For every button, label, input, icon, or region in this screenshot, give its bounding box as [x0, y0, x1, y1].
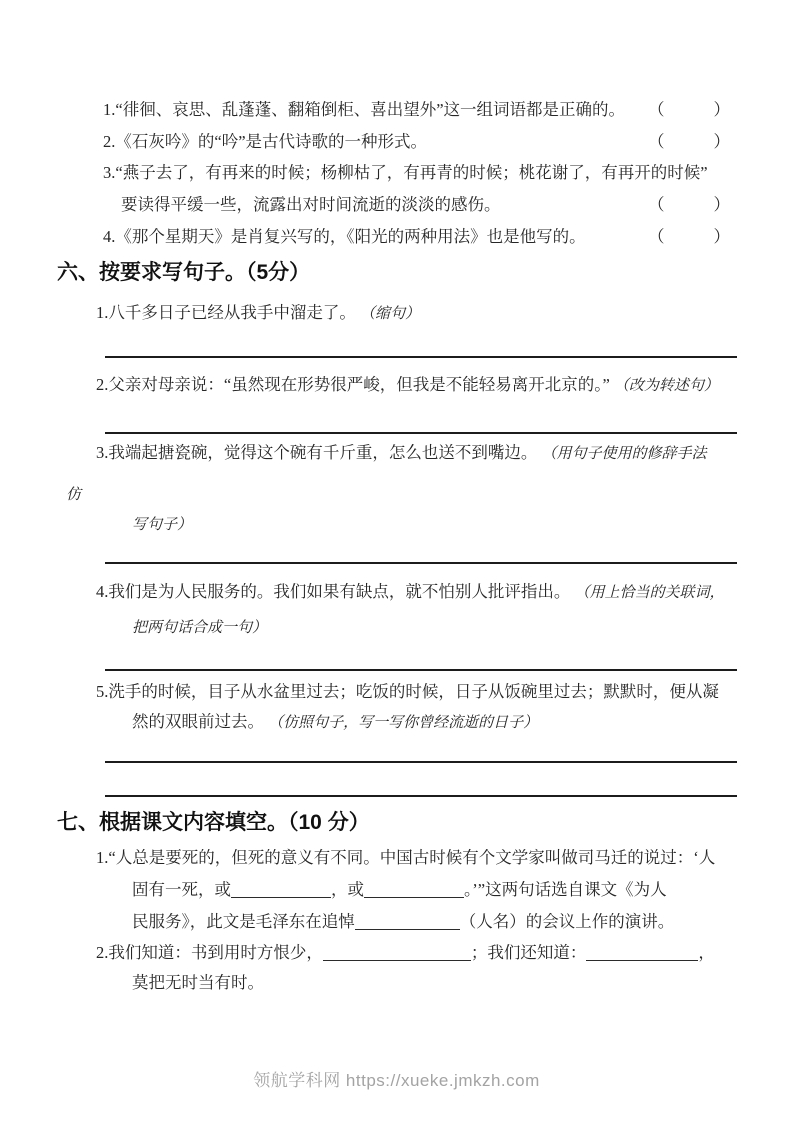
tf-item-2: 2.《石灰吟》的“吟”是古代诗歌的一种形式。: [103, 132, 428, 151]
paren-close: ）: [713, 195, 730, 214]
s6-question-2: [96, 374, 719, 397]
s6-question-3-line-3: 写句子）: [132, 517, 193, 533]
question-text: 3.我端起搪瓷碗，觉得这个碗有千斤重，怎么也送不到嘴边。: [96, 443, 538, 462]
question-text: 2.父亲对母亲说：“虽然现在形势很严峻，但我是不能轻易离开北京的。”: [96, 375, 610, 394]
s6-question-3-line-2: 仿: [66, 487, 82, 503]
footer-watermark: 领航学科网 https://xueke.jmkzh.com: [253, 1071, 540, 1090]
s6-question-1: [96, 302, 420, 325]
paren-close: ）: [713, 100, 730, 119]
s7-question-1-line-3: [132, 911, 674, 933]
paren-close: ）: [713, 227, 730, 246]
fill-in-blank: [586, 944, 698, 962]
paren-open: （: [648, 132, 665, 151]
tf-item-4: 4.《那个星期天》是肖复兴写的，《阳光的两种用法》也是他写的。: [103, 227, 586, 246]
paren-open: （: [648, 227, 665, 246]
s7-question-1-line-2: [132, 879, 667, 901]
s6-question-5-line-2: [132, 711, 538, 734]
s7-question-2-line-1: [96, 942, 715, 964]
fill-in-blank: [355, 913, 460, 931]
question-hint: （用上恰当的关联词，: [574, 585, 725, 601]
fill-in-blank: [231, 881, 331, 899]
s7-question-2-line-2: 莫把无时当有时。: [132, 973, 264, 992]
paren-close: ）: [713, 132, 730, 151]
section-7-title: 七、根据课文内容填空。（10 分）: [57, 811, 370, 834]
s7-question-1-line-1: 1.“人总是要死的，但死的意义有不同。中国古时候有个文学家叫做司马迁的说过：‘人: [96, 848, 716, 867]
tf-item-3-line-1: 3.“燕子去了，有再来的时候；杨柳枯了，有再青的时候；桃花谢了，有再开的时候”: [103, 163, 708, 182]
answer-line: [105, 562, 737, 564]
question-text: ，: [698, 943, 715, 962]
fill-in-blank: [323, 944, 471, 962]
question-text: 4.我们是为人民服务的。我们如果有缺点，就不怕别人批评指出。: [96, 582, 571, 601]
question-text: 。’”这两句话选自课文《为人: [464, 880, 667, 899]
section-6-title: 六、按要求写句子。（5分）: [57, 261, 311, 284]
question-text: （人名）的会议上作的演讲。: [459, 912, 675, 931]
s6-question-4-line-1: [96, 581, 725, 604]
s6-question-4-line-2: 把两句话合成一句）: [132, 620, 268, 636]
fill-in-blank: [364, 881, 464, 899]
question-hint: （仿照句子，写一写你曾经流逝的日子）: [268, 715, 539, 731]
tf-item-3-line-2: 要读得平缓一些，流露出对时间流逝的淡淡的感伤。: [121, 195, 501, 214]
question-text: 然的双眼前过去。: [132, 712, 264, 731]
tf-item-4-answer-parens: [648, 226, 730, 248]
s6-question-3-line-1: [96, 442, 707, 465]
answer-line: [105, 356, 737, 358]
tf-item-3-answer-parens: [648, 194, 730, 216]
tf-item-2-answer-parens: [648, 131, 730, 153]
paren-open: （: [648, 100, 665, 119]
paren-open: （: [648, 195, 665, 214]
tf-item-1-answer-parens: [648, 99, 730, 121]
question-text: ；我们还知道：: [470, 943, 587, 962]
answer-line: [105, 432, 737, 434]
question-hint: （用句子使用的修辞手法: [541, 446, 707, 462]
answer-line: [105, 795, 737, 797]
answer-line: [105, 761, 737, 763]
question-text: 民服务》，此文是毛泽东在追悼: [132, 912, 355, 931]
answer-line: [105, 669, 737, 671]
question-text: ，或: [331, 880, 364, 899]
question-text: 1.八千多日子已经从我手中溜走了。: [96, 303, 356, 322]
question-hint: （改为转述句）: [613, 378, 719, 394]
question-hint: （缩句）: [360, 306, 421, 322]
tf-item-1: 1.“徘徊、哀思、乱蓬蓬、翻箱倒柜、喜出望外”这一组词语都是正确的。: [103, 100, 626, 119]
question-text: 2.我们知道：书到用时方恨少，: [96, 943, 323, 962]
s6-question-5-line-1: 5.洗手的时候，目子从水盆里过去；吃饭的时候，日子从饭碗里过去；默默时，便从凝: [96, 682, 719, 701]
question-text: 固有一死，或: [132, 880, 231, 899]
